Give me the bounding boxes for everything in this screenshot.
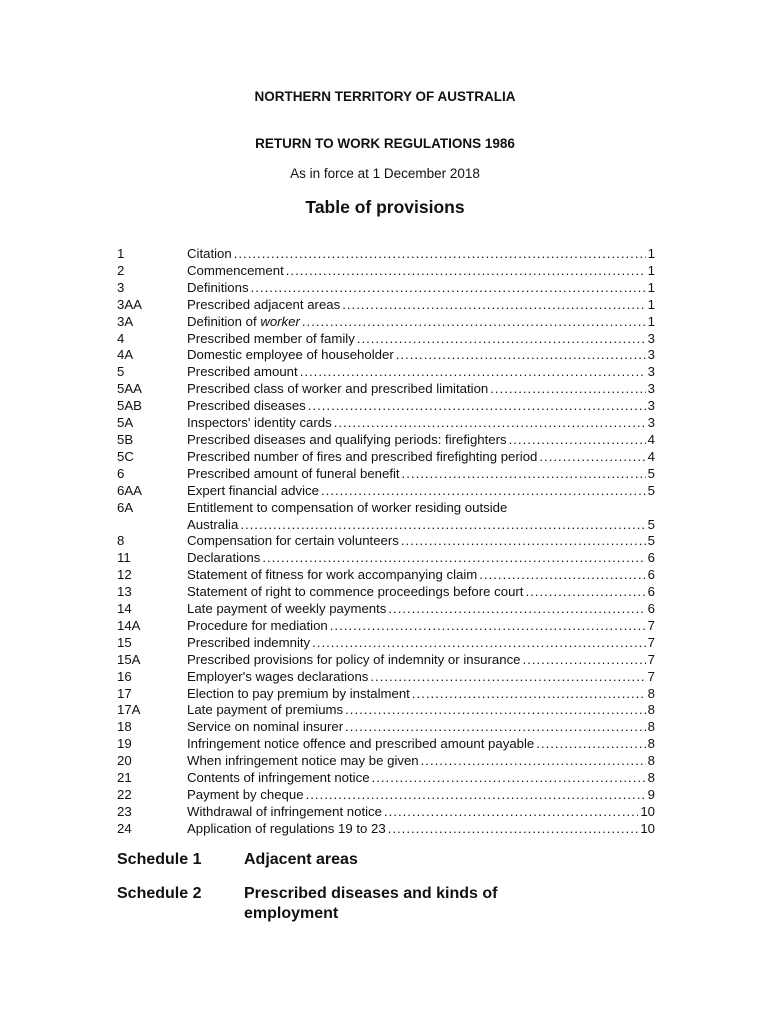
dot-leader bbox=[388, 821, 639, 838]
toc-entry bbox=[117, 347, 655, 364]
provision-number: 4A bbox=[117, 347, 134, 363]
provision-entry bbox=[187, 550, 655, 567]
jurisdiction-heading: NORTHERN TERRITORY OF AUSTRALIA bbox=[254, 89, 516, 104]
provision-line bbox=[187, 466, 655, 483]
provision-number: 24 bbox=[117, 820, 132, 836]
provision-number: 3AA bbox=[117, 296, 142, 312]
page-number: 4 bbox=[647, 448, 655, 464]
provision-entry bbox=[187, 804, 655, 821]
provision-number: 16 bbox=[117, 668, 132, 684]
dot-leader bbox=[302, 314, 646, 331]
toc-entry bbox=[117, 635, 655, 652]
provision-line bbox=[187, 364, 655, 381]
provision-number: 5AB bbox=[117, 398, 142, 414]
page-number: 7 bbox=[647, 651, 655, 667]
dot-leader bbox=[306, 787, 646, 804]
provision-title: Statement of right to commence proceedings before court bbox=[187, 584, 524, 600]
toc-entry bbox=[117, 364, 655, 381]
provision-line bbox=[187, 804, 655, 821]
provision-entry bbox=[187, 483, 655, 500]
toc-heading: Table of provisions bbox=[305, 197, 465, 217]
provision-number: 8 bbox=[117, 533, 125, 549]
provision-entry bbox=[187, 787, 655, 804]
schedule-title-line: employment bbox=[244, 905, 339, 922]
page-number: 7 bbox=[647, 668, 655, 684]
dot-leader bbox=[334, 415, 646, 432]
toc-entry bbox=[117, 719, 655, 736]
toc-entry bbox=[117, 246, 655, 263]
provision-line bbox=[187, 347, 655, 364]
provision-entry bbox=[187, 533, 655, 550]
provision-title-line: Entitlement to compensation of worker residing outside bbox=[187, 499, 508, 515]
provision-number: 23 bbox=[117, 803, 132, 819]
page-number: 1 bbox=[647, 296, 655, 312]
provision-title: Statement of fitness for work accompanying claim bbox=[187, 567, 478, 583]
provision-title: Domestic employee of householder bbox=[187, 347, 394, 363]
provision-number: 14A bbox=[117, 617, 141, 633]
provision-line bbox=[187, 314, 655, 331]
provision-entry bbox=[187, 246, 655, 263]
toc-entry bbox=[117, 297, 655, 314]
page-number: 1 bbox=[647, 279, 655, 295]
schedule-title bbox=[244, 884, 677, 924]
provision-line bbox=[187, 331, 655, 348]
provision-entry bbox=[187, 415, 655, 432]
provision-line bbox=[187, 415, 655, 432]
dot-leader bbox=[509, 432, 646, 449]
dot-leader bbox=[490, 381, 645, 398]
provision-number: 5 bbox=[117, 364, 125, 380]
provision-entry bbox=[187, 702, 655, 719]
toc-entry bbox=[117, 753, 655, 770]
toc-entry bbox=[117, 736, 655, 753]
page-number: 6 bbox=[647, 601, 655, 617]
provision-number: 6AA bbox=[117, 482, 142, 498]
provision-title: Inspectors' identity cards bbox=[187, 415, 332, 431]
provision-line bbox=[187, 584, 655, 601]
page-number: 6 bbox=[647, 584, 655, 600]
page-number: 8 bbox=[647, 685, 655, 701]
provision-entry bbox=[187, 347, 655, 364]
provision-title: Prescribed indemnity bbox=[187, 634, 311, 650]
provision-title: When infringement notice may be given bbox=[187, 753, 419, 769]
provision-number: 3 bbox=[117, 279, 125, 295]
dot-leader bbox=[402, 466, 646, 483]
provision-number: 21 bbox=[117, 770, 132, 786]
provision-line bbox=[187, 652, 655, 669]
dot-leader bbox=[388, 601, 645, 618]
page-number: 3 bbox=[647, 415, 655, 431]
page-number: 10 bbox=[640, 803, 655, 819]
provision-title: Prescribed member of family bbox=[187, 330, 355, 346]
dot-leader bbox=[396, 347, 646, 364]
provision-title: Late payment of weekly payments bbox=[187, 601, 387, 617]
provision-entry bbox=[187, 669, 655, 686]
provision-title: Prescribed adjacent areas bbox=[187, 296, 341, 312]
provision-line bbox=[187, 702, 655, 719]
provision-number: 19 bbox=[117, 736, 132, 752]
document-title: RETURN TO WORK REGULATIONS 1986 bbox=[255, 136, 515, 151]
schedule-title: Adjacent areas bbox=[244, 851, 358, 868]
provision-number: 3A bbox=[117, 313, 134, 329]
provision-entry bbox=[187, 500, 655, 534]
toc-entry bbox=[117, 500, 655, 534]
provision-entry bbox=[187, 567, 655, 584]
provision-title: Definitions bbox=[187, 279, 249, 295]
provision-title: Prescribed provisions for policy of indemnity or insurance bbox=[187, 651, 521, 667]
toc-entry bbox=[117, 398, 655, 415]
page-number: 3 bbox=[647, 398, 655, 414]
toc-entry bbox=[117, 584, 655, 601]
dot-leader bbox=[251, 280, 646, 297]
provision-entry bbox=[187, 584, 655, 601]
provision-number: 22 bbox=[117, 787, 132, 802]
page-number: 8 bbox=[647, 719, 655, 735]
toc-entry bbox=[117, 567, 655, 584]
provision-line bbox=[187, 567, 655, 584]
provision-number: 6A bbox=[117, 499, 134, 515]
provision-number: 13 bbox=[117, 584, 132, 600]
provision-line bbox=[187, 719, 655, 736]
schedule-label: Schedule 2 bbox=[117, 885, 202, 902]
provision-number: 5A bbox=[117, 415, 134, 431]
dot-leader bbox=[262, 550, 645, 567]
provision-entry bbox=[187, 466, 655, 483]
page-number: 5 bbox=[647, 465, 655, 481]
dot-leader bbox=[308, 398, 646, 415]
dot-leader bbox=[240, 517, 645, 534]
toc-entry bbox=[117, 466, 655, 483]
provision-title: Expert financial advice bbox=[187, 482, 319, 498]
dot-leader bbox=[479, 567, 645, 584]
provision-title: Late payment of premiums bbox=[187, 702, 344, 718]
provision-line bbox=[187, 601, 655, 618]
provision-title: Prescribed diseases and qualifying periods: firefighters bbox=[187, 431, 507, 447]
provision-line bbox=[187, 753, 655, 770]
toc-entry bbox=[117, 314, 655, 331]
page-number: 1 bbox=[647, 313, 655, 329]
provision-line bbox=[187, 381, 655, 398]
toc-entry bbox=[117, 821, 655, 838]
provision-number: 4 bbox=[117, 330, 125, 346]
toc-entry bbox=[117, 702, 655, 719]
page-number: 1 bbox=[647, 246, 655, 261]
provision-entry bbox=[187, 297, 655, 314]
dot-leader bbox=[536, 736, 645, 753]
provision-line bbox=[187, 246, 655, 263]
schedule-2 bbox=[117, 884, 677, 924]
page-number: 6 bbox=[647, 550, 655, 566]
provision-entry bbox=[187, 601, 655, 618]
toc-entry bbox=[117, 770, 655, 787]
provision-line bbox=[187, 635, 655, 652]
provision-line bbox=[187, 483, 655, 500]
table-of-provisions bbox=[117, 246, 655, 838]
toc-entry bbox=[117, 669, 655, 686]
page-number: 3 bbox=[647, 381, 655, 397]
provision-line bbox=[187, 533, 655, 550]
provision-number: 18 bbox=[117, 719, 132, 735]
provision-line bbox=[187, 517, 655, 534]
provision-entry bbox=[187, 736, 655, 753]
page-number: 8 bbox=[647, 753, 655, 769]
dot-leader bbox=[321, 483, 646, 500]
provision-title: Citation bbox=[187, 246, 232, 261]
toc-entry bbox=[117, 449, 655, 466]
provision-entry bbox=[187, 652, 655, 669]
page-number: 9 bbox=[647, 787, 655, 802]
provision-title: Service on nominal insurer bbox=[187, 719, 344, 735]
provision-line bbox=[187, 263, 655, 280]
provision-line bbox=[187, 398, 655, 415]
provision-line bbox=[187, 736, 655, 753]
dot-leader bbox=[286, 263, 646, 280]
dot-leader bbox=[342, 297, 645, 314]
provision-title: Prescribed number of fires and prescribed firefighting period bbox=[187, 448, 538, 464]
dot-leader bbox=[330, 618, 646, 635]
page-number: 8 bbox=[647, 736, 655, 752]
provision-title: Contents of infringement notice bbox=[187, 770, 370, 786]
toc-entry bbox=[117, 550, 655, 567]
provision-entry bbox=[187, 432, 655, 449]
toc-entry bbox=[117, 618, 655, 635]
provision-title: Procedure for mediation bbox=[187, 617, 328, 633]
provision-number: 1 bbox=[117, 246, 125, 261]
toc-entry bbox=[117, 601, 655, 618]
provision-entry bbox=[187, 331, 655, 348]
provision-number: 6 bbox=[117, 465, 125, 481]
page-number: 3 bbox=[647, 347, 655, 363]
provision-entry bbox=[187, 686, 655, 703]
provision-entry bbox=[187, 364, 655, 381]
provision-entry bbox=[187, 770, 655, 787]
provision-entry bbox=[187, 618, 655, 635]
provision-line bbox=[187, 686, 655, 703]
provision-number: 2 bbox=[117, 262, 125, 278]
dot-leader bbox=[525, 584, 645, 601]
schedule-title-line: Prescribed diseases and kinds of bbox=[244, 885, 498, 902]
toc-entry bbox=[117, 381, 655, 398]
toc-entry bbox=[117, 415, 655, 432]
provision-title: Prescribed diseases bbox=[187, 398, 306, 414]
provision-line bbox=[187, 770, 655, 787]
provision-title: Election to pay premium by instalment bbox=[187, 685, 410, 701]
provision-title: Prescribed amount bbox=[187, 364, 298, 380]
dot-leader bbox=[412, 686, 646, 703]
provision-number: 11 bbox=[117, 550, 131, 566]
provision-number: 15 bbox=[117, 634, 132, 650]
toc-entry bbox=[117, 804, 655, 821]
provision-title: Payment by cheque bbox=[187, 787, 304, 802]
provision-entry bbox=[187, 753, 655, 770]
provision-title: Application of regulations 19 to 23 bbox=[187, 820, 386, 836]
provision-entry bbox=[187, 314, 655, 331]
provision-line bbox=[187, 297, 655, 314]
provision-title: Commencement bbox=[187, 262, 284, 278]
provision-number: 12 bbox=[117, 567, 132, 583]
page-number: 7 bbox=[647, 617, 655, 633]
page-number: 8 bbox=[647, 770, 655, 786]
provision-title-italic: worker bbox=[260, 313, 300, 329]
provision-number: 5C bbox=[117, 448, 134, 464]
provision-entry bbox=[187, 280, 655, 297]
dot-leader bbox=[384, 804, 638, 821]
provision-title: Declarations bbox=[187, 550, 261, 566]
dot-leader bbox=[372, 770, 646, 787]
provision-entry bbox=[187, 719, 655, 736]
in-force-date: As in force at 1 December 2018 bbox=[290, 166, 480, 181]
toc-entry bbox=[117, 432, 655, 449]
provision-line bbox=[187, 821, 655, 838]
dot-leader bbox=[370, 669, 645, 686]
dot-leader bbox=[312, 635, 646, 652]
provision-entry bbox=[187, 635, 655, 652]
provision-line bbox=[187, 449, 655, 466]
dot-leader bbox=[300, 364, 646, 381]
page-number: 6 bbox=[647, 567, 655, 583]
dot-leader bbox=[345, 702, 646, 719]
provision-number: 5B bbox=[117, 431, 134, 447]
schedule-1 bbox=[117, 850, 677, 870]
toc-entry bbox=[117, 533, 655, 550]
provision-title: Prescribed class of worker and prescribed limitation bbox=[187, 381, 489, 397]
dot-leader bbox=[401, 533, 646, 550]
provision-number: 17 bbox=[117, 685, 132, 701]
provision-number: 15A bbox=[117, 651, 141, 667]
page-number: 3 bbox=[647, 364, 655, 380]
toc-entry bbox=[117, 787, 655, 804]
page-number: 10 bbox=[640, 820, 655, 836]
page-number: 5 bbox=[647, 533, 655, 549]
provision-title bbox=[187, 314, 300, 331]
toc-entry bbox=[117, 686, 655, 703]
provision-number: 20 bbox=[117, 753, 132, 769]
provision-entry bbox=[187, 449, 655, 466]
page-number: 1 bbox=[647, 262, 655, 278]
page-number: 5 bbox=[647, 482, 655, 498]
provision-number: 17A bbox=[117, 702, 141, 718]
provision-line bbox=[187, 432, 655, 449]
dot-leader bbox=[357, 331, 646, 348]
page-number: 7 bbox=[647, 634, 655, 650]
provision-entry bbox=[187, 263, 655, 280]
toc-entry bbox=[117, 652, 655, 669]
provision-number: 5AA bbox=[117, 381, 142, 397]
dot-leader bbox=[345, 719, 646, 736]
page-number: 4 bbox=[647, 431, 655, 447]
provision-line bbox=[187, 550, 655, 567]
schedule-label: Schedule 1 bbox=[117, 851, 202, 868]
page-number: 5 bbox=[647, 516, 655, 532]
dot-leader bbox=[421, 753, 646, 770]
provision-title: Prescribed amount of funeral benefit bbox=[187, 465, 400, 481]
provision-line bbox=[187, 669, 655, 686]
page-number: 3 bbox=[647, 330, 655, 346]
page-number: 8 bbox=[647, 702, 655, 718]
toc-entry bbox=[117, 331, 655, 348]
provision-entry bbox=[187, 398, 655, 415]
provision-title: Compensation for certain volunteers bbox=[187, 533, 399, 549]
provision-title: Employer's wages declarations bbox=[187, 668, 369, 684]
provision-line bbox=[187, 280, 655, 297]
provision-number: 14 bbox=[117, 601, 132, 617]
provision-title: Infringement notice offence and prescribed amount payable bbox=[187, 736, 535, 752]
provision-line bbox=[187, 618, 655, 635]
provision-title: Australia bbox=[187, 516, 239, 532]
toc-entry bbox=[117, 483, 655, 500]
provision-line bbox=[187, 787, 655, 804]
dot-leader bbox=[539, 449, 645, 466]
dot-leader bbox=[523, 652, 646, 669]
provision-title-text: Definition of bbox=[187, 313, 261, 329]
toc-entry bbox=[117, 263, 655, 280]
dot-leader bbox=[234, 246, 646, 263]
toc-entry bbox=[117, 280, 655, 297]
provision-title: Withdrawal of infringement notice bbox=[187, 803, 382, 819]
provision-entry bbox=[187, 821, 655, 838]
provision-entry bbox=[187, 381, 655, 398]
